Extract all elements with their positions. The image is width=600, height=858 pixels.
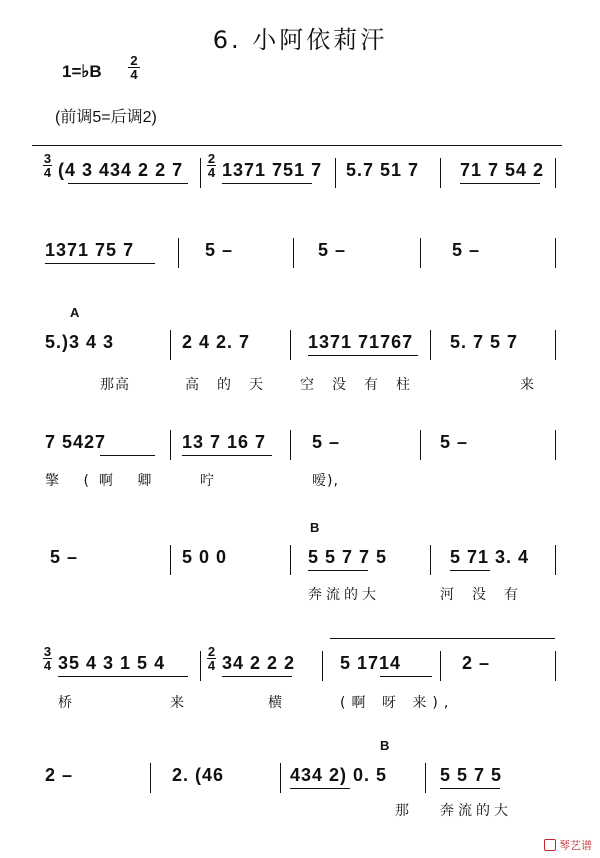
- lyric: 擎 (啊 卿: [45, 473, 162, 489]
- measure: 5. 7 5 7: [450, 332, 519, 352]
- beam-underline: [450, 570, 490, 571]
- lyric: 奔流的大: [308, 587, 380, 603]
- barline: [420, 430, 421, 460]
- time-sig-top: 2: [130, 53, 138, 68]
- barline: [335, 158, 336, 188]
- barline: [440, 651, 441, 681]
- phrase-slur: [32, 145, 562, 146]
- barline: [200, 158, 201, 188]
- lyric: 桥: [58, 695, 73, 711]
- barline: [430, 330, 431, 360]
- measure: 5 –: [452, 240, 481, 260]
- measure: 34 2 2 2: [222, 653, 296, 673]
- section-mark-b: B: [310, 520, 320, 535]
- barline: [293, 238, 294, 268]
- beam-underline: [45, 263, 155, 264]
- measure: 13 7 16 7: [182, 432, 267, 452]
- measure: 2. (46: [172, 765, 225, 785]
- barline: [200, 651, 201, 681]
- lyric: 奔流的大: [440, 803, 512, 819]
- barline: [170, 330, 171, 360]
- lyric: 那: [395, 803, 410, 819]
- barline: [280, 763, 281, 793]
- barline: [555, 238, 556, 268]
- beam-underline: [222, 676, 292, 677]
- beam-underline: [290, 788, 350, 789]
- lyric: 来: [170, 695, 185, 711]
- measure: 5 5 7 5: [440, 765, 503, 785]
- row6-inline-time-sig: 2 4: [207, 644, 216, 673]
- lyric: 高的天: [185, 377, 281, 393]
- barline: [322, 651, 323, 681]
- measure: 5 –: [50, 547, 79, 567]
- section-mark-b: B: [380, 738, 390, 753]
- measure: 5 –: [205, 240, 234, 260]
- measure: 5 0 0: [182, 547, 228, 567]
- measure: 1371 751 7: [222, 160, 323, 180]
- lyric: 那高: [100, 377, 130, 393]
- measure: 5.)3 4 3: [45, 332, 115, 352]
- barline: [150, 763, 151, 793]
- measure: 2 –: [45, 765, 74, 785]
- barline: [290, 330, 291, 360]
- lyric: 来: [520, 377, 535, 393]
- measure: 1371 71767: [308, 332, 414, 352]
- time-sig-bottom: 4: [130, 67, 138, 82]
- barline: [420, 238, 421, 268]
- measure: 5.7 51 7: [346, 160, 420, 180]
- barline: [440, 158, 441, 188]
- measure: 5 5 7 7 5: [308, 547, 388, 567]
- measure: 35 4 3 1 5 4: [58, 653, 166, 673]
- barline: [170, 545, 171, 575]
- barline: [555, 158, 556, 188]
- lyric: 河没有: [440, 587, 536, 603]
- barline: [178, 238, 179, 268]
- row1-inline-time-sig: 2 4: [207, 151, 216, 180]
- measure: 5 1714: [340, 653, 402, 673]
- measure: 1371 75 7: [45, 240, 135, 260]
- key-signature: 1=♭B: [62, 62, 102, 81]
- phrase-slur: [330, 638, 555, 639]
- beam-underline: [380, 676, 432, 677]
- lyric: 咛: [200, 473, 215, 489]
- beam-underline: [100, 455, 155, 456]
- beam-underline: [308, 355, 418, 356]
- barline: [170, 430, 171, 460]
- measure: 5 71 3. 4: [450, 547, 530, 567]
- measure: (4 3 434 2 2 7: [58, 160, 184, 180]
- logo-text: 琴艺谱: [559, 839, 592, 852]
- time-signature: [128, 54, 140, 81]
- barline: [430, 545, 431, 575]
- barline: [555, 330, 556, 360]
- barline: [290, 430, 291, 460]
- lyric: 横: [268, 695, 283, 711]
- measure: 2 4 2. 7: [182, 332, 251, 352]
- measure: 2 –: [462, 653, 491, 673]
- logo-icon: [544, 839, 556, 851]
- lyric: (啊 呀 来),: [340, 695, 455, 711]
- beam-underline: [58, 676, 188, 677]
- measure: 5 –: [440, 432, 469, 452]
- barline: [425, 763, 426, 793]
- beam-underline: [182, 455, 272, 456]
- measure: 71 7 54 2: [460, 160, 545, 180]
- measure: 5 –: [318, 240, 347, 260]
- lyric: 嗳),: [312, 473, 339, 489]
- site-logo: [544, 837, 592, 853]
- beam-underline: [460, 183, 540, 184]
- beam-underline: [440, 788, 500, 789]
- barline: [555, 651, 556, 681]
- row6-time-sig: 3 4: [43, 644, 52, 673]
- measure: 434 2) 0. 5: [290, 765, 388, 785]
- measure: 5 –: [312, 432, 341, 452]
- tuning-note: (前调5=后调2): [55, 109, 157, 126]
- beam-underline: [68, 183, 188, 184]
- beam-underline: [222, 183, 312, 184]
- barline: [555, 545, 556, 575]
- lyric: 空没有柱: [300, 377, 428, 393]
- page-title: 6. 小阿依莉汗: [212, 26, 388, 54]
- barline: [555, 430, 556, 460]
- barline: [290, 545, 291, 575]
- measure: 7 5427: [45, 432, 107, 452]
- row1-time-sig: 3 4: [43, 151, 52, 180]
- beam-underline: [308, 570, 368, 571]
- section-mark-a: A: [70, 305, 80, 320]
